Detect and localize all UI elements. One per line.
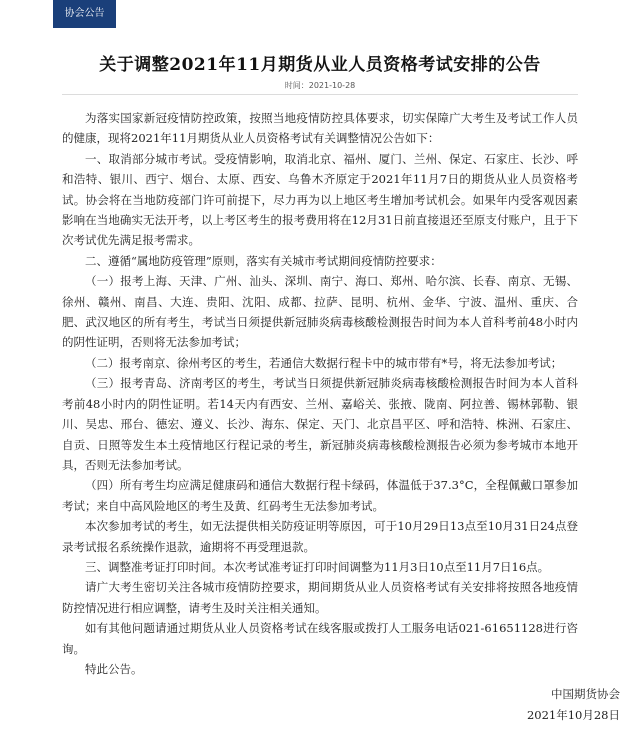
section-tag[interactable]: 协会公告 bbox=[53, 0, 116, 28]
paragraph-item-2: （二）报考南京、徐州考区的考生，若通信大数据行程卡中的城市带有*号，将无法参加考试； bbox=[85, 355, 563, 370]
paragraph-section-2: 二、遵循“属地防疫管理”原则，落实有关城市考试期间疫情防控要求： bbox=[85, 253, 442, 268]
publish-time bbox=[0, 80, 640, 91]
publish-time-value: 2021-10-28 bbox=[308, 81, 356, 90]
paragraph-intro: 为落实国家新冠疫情防控政策，按照当地疫情防控具体要求，切实保障广大考生及考试工作人员的健康，现将2021年11月期货从业人员资格考试有关调整情况公告如下： bbox=[62, 111, 578, 146]
paragraph-section-3: 三、调整准考证打印时间。本次考试准考证打印时间调整为11月3日10点至11月7日16点。 bbox=[85, 559, 550, 574]
paragraph-item-4: （四）所有考生均应满足健康码和通信大数据行程卡绿码，体温低于37.3°C，全程佩戴口罩参加考试；来自中高风险地区的考生及黄、红码考生无法参加考试。 bbox=[62, 478, 578, 513]
paragraph-section-1: 一、取消部分城市考试。受疫情影响，取消北京、福州、厦门、兰州、保定、石家庄、长沙、呼和浩特、银川、西宁、烟台、太原、西安、乌鲁木齐原定于2021年11月7日的期货从业人员资格考试。协会将在当地防疫部门许可前提下，尽力再为以上地区考生增加考试机会。如果年内受客观因素影响在当地确实无法开考，以上考区考生的报考费用将在12月31日前直接退还至原支付账户，且于下次考试优先满足报考需求。 bbox=[62, 151, 578, 248]
paragraph-notice: 请广大考生密切关注各城市疫情防控要求，期间期货从业人员资格考试有关安排将按照各地疫情防控情况进行相应调整，请考生及时关注相关通知。 bbox=[62, 580, 578, 615]
announcement-body bbox=[62, 108, 578, 679]
title-divider bbox=[62, 94, 578, 95]
paragraph-refund: 本次参加考试的考生，如无法提供相关防疫证明等原因，可于10月29日13点至10月31日24点登录考试报名系统操作退款，逾期将不再受理退款。 bbox=[62, 519, 578, 554]
publish-time-label: 时间： bbox=[284, 81, 309, 90]
paragraph-closing: 特此公告。 bbox=[85, 661, 143, 676]
signature-org: 中国期货协会 bbox=[551, 687, 620, 701]
signature-date: 2021年10月28日 bbox=[526, 708, 620, 722]
paragraph-contact: 如有其他问题请通过期货从业人员资格考试在线客服或拨打人工服务电话021-61651128进行咨询。 bbox=[62, 621, 578, 656]
page-title: 关于调整2021年11月期货从业人员资格考试安排的公告 bbox=[99, 55, 541, 75]
paragraph-item-1: （一）报考上海、天津、广州、汕头、深圳、南宁、海口、郑州、哈尔滨、长春、南京、无锡、徐州、赣州、南昌、大连、贵阳、沈阳、成都、拉萨、昆明、杭州、金华、宁波、温州、重庆、合肥、武汉地区的所有考生，考试当日须提供新冠肺炎病毒核酸检测报告时间为本人首科考前48小时内的阴性证明，否则将无法参加考试； bbox=[62, 274, 578, 350]
paragraph-item-3: （三）报考青岛、济南考区的考生，考试当日须提供新冠肺炎病毒核酸检测报告时间为本人首科考前48小时内的阴性证明。若14天内有西安、兰州、嘉峪关、张掖、陇南、阿拉善、锡林郭勒、银川、吴忠、邢台、德宏、遵义、长沙、海东、保定、天门、北京昌平区、呼和浩特、株洲、石家庄、自贡、日照等发生本土疫情地区行程记录的考生，新冠肺炎病毒核酸检测报告必须为参考城市本地开具，否则无法参加考试。 bbox=[62, 376, 578, 472]
